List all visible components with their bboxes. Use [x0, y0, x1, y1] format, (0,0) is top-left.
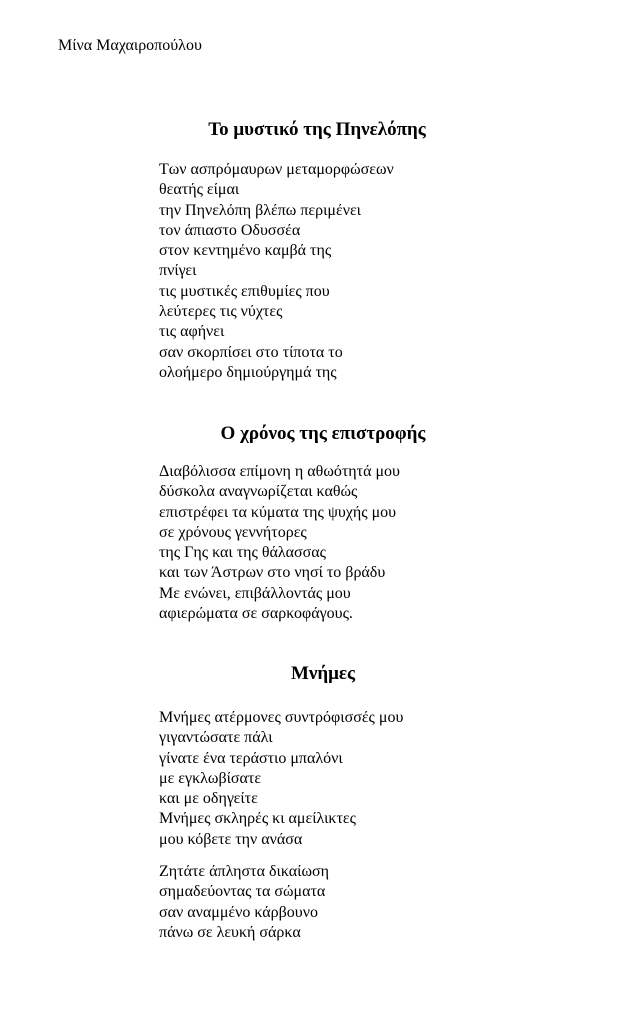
poem-line: ολοήμερο δημιούργημά της — [159, 363, 337, 381]
author-name: Μίνα Μαχαιροπούλου — [58, 37, 202, 54]
poem-line: Διαβόλισσα επίμονη η αθωότητά μου — [159, 463, 400, 480]
poem-line: με εγκλωβίσατε — [159, 769, 262, 787]
poem-line: τις μυστικές επιθυμίες που — [159, 282, 330, 300]
poem-stanza — [159, 862, 329, 943]
poem-line: την Πηνελόπη βλέπω περιμένει — [159, 201, 361, 219]
poem-stanza — [159, 462, 400, 624]
poem-line: και των Άστρων στο νησί το βράδυ — [159, 564, 386, 582]
poem-line: σε χρόνους γεννήτορες — [159, 523, 307, 541]
poem-stanza — [159, 708, 403, 850]
poem-title: Ο χρόνος της επιστροφής — [220, 423, 426, 444]
poem-line: σημαδεύοντας τα σώματα — [159, 883, 326, 901]
poem-title: Το μυστικό της Πηνελόπης — [208, 119, 426, 140]
poem-line: σαν σκορπίσει στο τίποτα το — [159, 343, 343, 361]
poem-line: αφιερώματα σε σαρκοφάγους. — [159, 605, 353, 623]
poem-line: γίνατε ένα τεράστιο μπαλόνι — [159, 749, 343, 767]
poem-line: στον κεντημένο καμβά της — [159, 242, 332, 260]
poem-line: μου κόβετε την ανάσα — [159, 830, 303, 848]
poem-line: Με ενώνει, επιβάλλοντάς μου — [159, 584, 351, 602]
poem-line: της Γης και της θάλασσας — [159, 544, 326, 562]
poem-line: και με οδηγείτε — [159, 790, 258, 808]
poem-line: γιγαντώσατε πάλι — [159, 729, 273, 747]
poem-line: τις αφήνει — [159, 323, 225, 341]
poem-line: τον άπιαστο Οδυσσέα — [159, 221, 301, 239]
poem-title: Μνήμες — [290, 663, 356, 684]
poem-line: Μνήμες ατέρμονες συντρόφισσές μου — [159, 709, 404, 726]
poem-stanza — [159, 160, 394, 383]
poem-line: πάνω σε λευκή σάρκα — [159, 923, 301, 941]
poem-line: Μνήμες σκληρές κι αμείλικτες — [159, 810, 356, 828]
poem-line: λεύτερες τις νύχτες — [159, 303, 283, 321]
poem-line: Ζητάτε άπληστα δικαίωση — [159, 863, 329, 880]
poem-line: πνίγει — [159, 262, 197, 280]
poem-line: θεατής είμαι — [159, 181, 240, 199]
poem-line: δύσκολα αναγνωρίζεται καθώς — [159, 483, 358, 501]
poem-line: επιστρέφει τα κύματα της ψυχής μου — [159, 503, 397, 521]
poem-line: σαν αναμμένο κάρβουνο — [159, 903, 318, 921]
poem-line: Των ασπρόμαυρων μεταμορφώσεων — [159, 161, 394, 178]
